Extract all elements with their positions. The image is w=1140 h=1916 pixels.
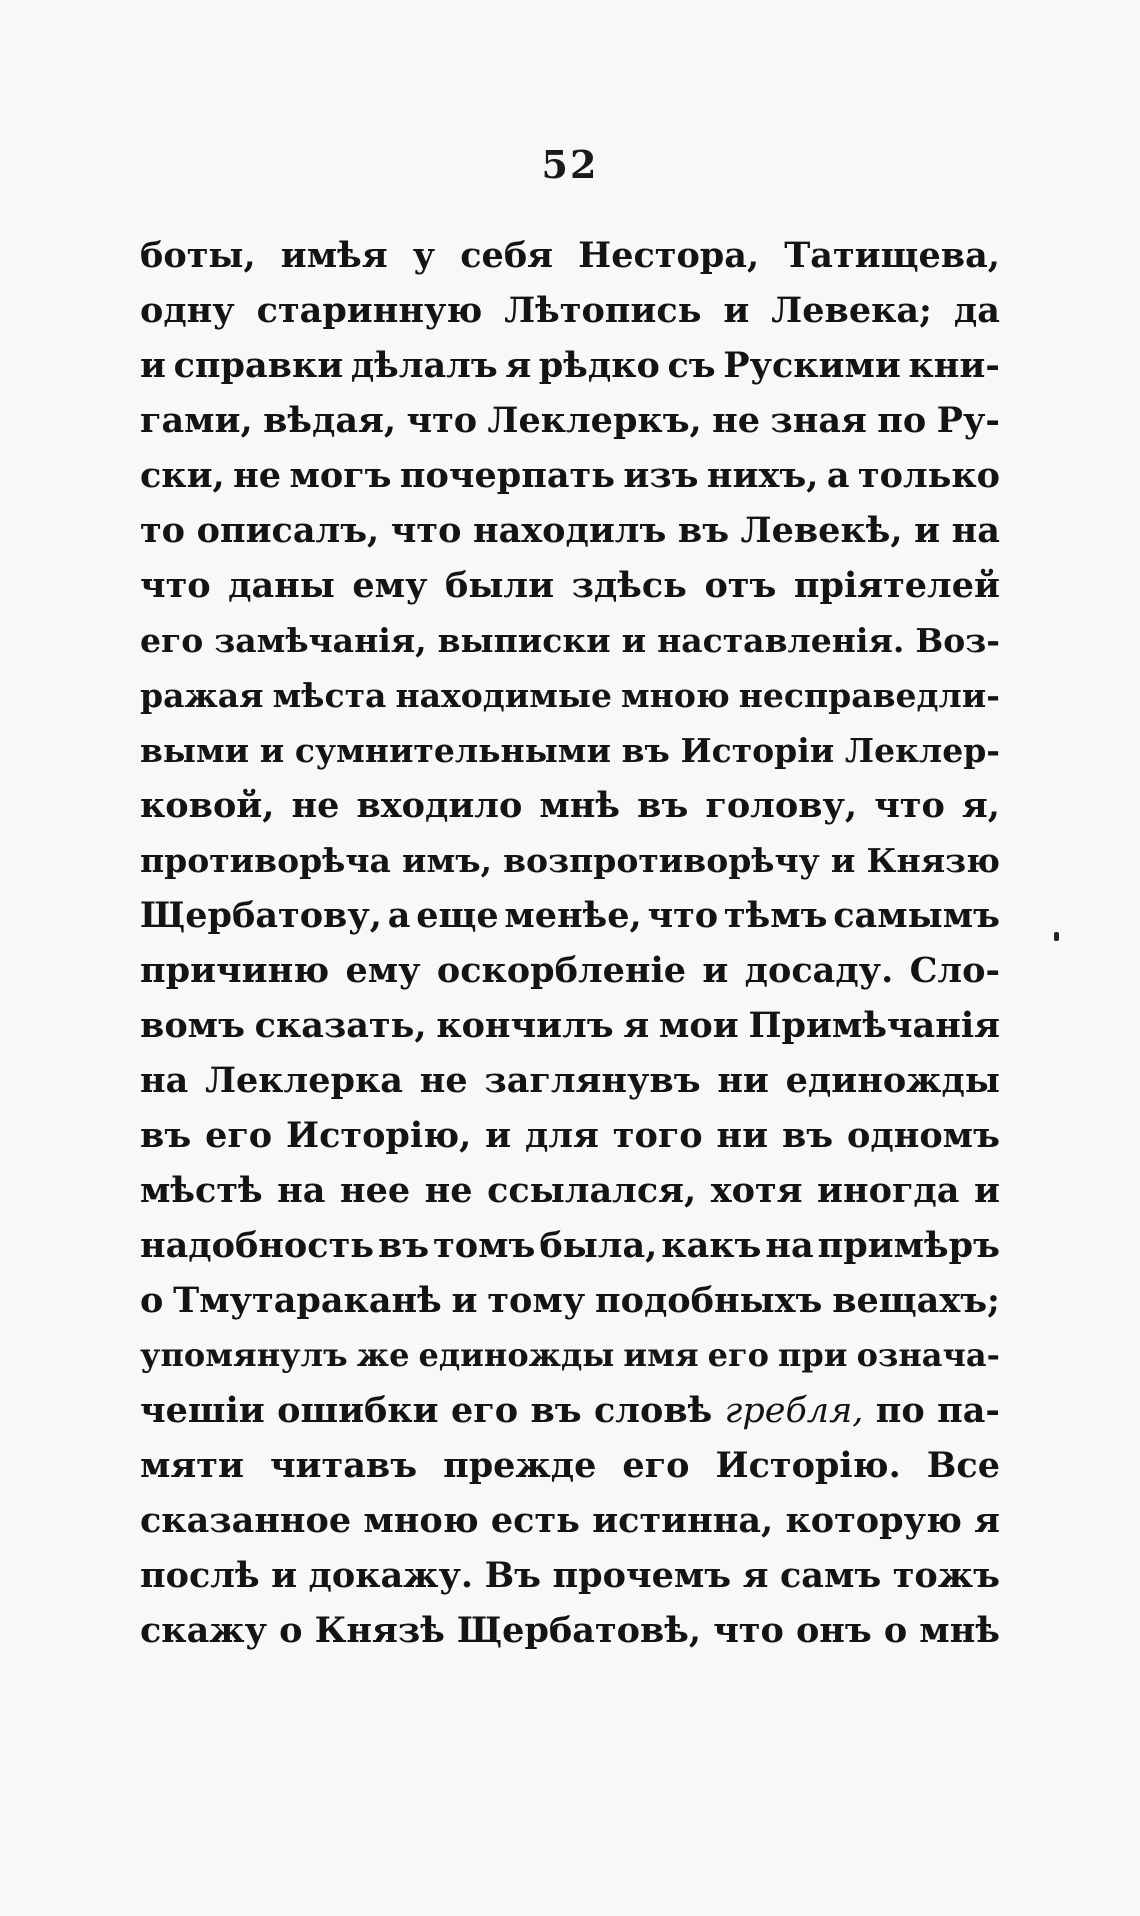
word: заглянувъ (484, 1060, 701, 1101)
word: что (390, 510, 462, 551)
word: наставленія. (657, 621, 905, 660)
word: которую (785, 1500, 962, 1541)
word: докажу. (308, 1555, 474, 1596)
page-number: 52 (541, 142, 599, 187)
word: а (826, 455, 850, 496)
word: на (951, 510, 1000, 551)
word: были (445, 565, 555, 606)
word: мною (363, 1500, 479, 1541)
word: находимые (395, 676, 612, 715)
text-line (140, 1273, 1000, 1328)
text-line (140, 558, 1000, 613)
word: послѣ (140, 1555, 260, 1596)
word: въ (637, 785, 689, 826)
text-line (140, 1053, 1000, 1108)
print-speck (1054, 932, 1059, 941)
word: для (525, 1115, 599, 1156)
word: означа- (856, 1336, 1000, 1374)
word: изъ (623, 455, 699, 496)
word: выписки (437, 621, 611, 660)
word: мнѣ (919, 1610, 1000, 1651)
word: Воз- (915, 621, 1000, 660)
word: истинна, (592, 1500, 774, 1541)
word: и (723, 290, 750, 331)
word: могъ (289, 455, 392, 496)
word: вомъ (140, 1005, 245, 1046)
word: не (419, 1060, 468, 1101)
word: ски, (140, 455, 225, 496)
word: и (259, 731, 285, 770)
page-body-text (140, 228, 1000, 1658)
text-line (140, 943, 1000, 998)
word: здѣсь (571, 565, 687, 606)
text-line (140, 283, 1000, 338)
word: въ (621, 731, 670, 770)
word: что (647, 895, 719, 936)
word: несправедли- (738, 676, 1000, 715)
word: сказанное (140, 1500, 352, 1541)
word: Ру- (936, 400, 1000, 441)
word: какъ (661, 1225, 762, 1266)
word: его (451, 1390, 519, 1431)
word: причиню (140, 950, 330, 991)
word: противорѣча (140, 841, 391, 880)
word: досаду. (744, 950, 894, 991)
word: Левекѣ, (740, 510, 903, 551)
text-line (140, 998, 1000, 1053)
word: того (612, 1115, 703, 1156)
text-line (140, 723, 1000, 778)
word: пріятелей (793, 565, 1000, 606)
word: дѣлалъ (350, 345, 498, 386)
word: возпротиворѣчу (503, 841, 820, 880)
word: почерпать (399, 455, 615, 496)
text-line (140, 1328, 1000, 1383)
text-line (140, 778, 1000, 833)
text-line (140, 338, 1000, 393)
word: Леклер- (844, 731, 1000, 770)
word: ражая (140, 676, 264, 715)
word: замѣчанія, (214, 621, 427, 660)
word: не (712, 400, 761, 441)
text-line (140, 1108, 1000, 1163)
word: я (623, 1005, 650, 1046)
word: ссылался, (487, 1170, 697, 1211)
word: отъ (704, 565, 777, 606)
word: прежде (443, 1445, 597, 1486)
word: что (406, 400, 478, 441)
word: Князѣ (314, 1610, 445, 1651)
text-line (140, 833, 1000, 888)
word: примѣръ (817, 1225, 1000, 1266)
word: въ (677, 510, 730, 551)
word: же (356, 1336, 410, 1374)
word: кончилъ (436, 1005, 614, 1046)
text-line (140, 668, 1000, 723)
word: зная (770, 400, 867, 441)
text-line (140, 888, 1000, 943)
text-line (140, 503, 1000, 558)
word: подобныхъ (594, 1280, 823, 1321)
word: Примѣчанія (748, 1005, 1000, 1046)
word: нее (339, 1170, 411, 1211)
word: Сло- (909, 950, 1000, 991)
word: и (485, 1115, 512, 1156)
word: голову, (705, 785, 858, 826)
word: его (140, 621, 204, 660)
word: описалъ, (196, 510, 380, 551)
word: съ (667, 345, 716, 386)
word: вещахъ; (832, 1280, 1000, 1321)
word: и (830, 841, 856, 880)
word: что (140, 565, 211, 606)
word: гами, (140, 400, 253, 441)
word: выми (140, 731, 250, 770)
word: Исторію. (715, 1445, 901, 1486)
word: себя (460, 235, 554, 276)
text-line (140, 448, 1000, 503)
word: я (974, 1500, 1000, 1541)
word: одну (140, 290, 235, 331)
word: я (742, 1555, 769, 1596)
word: не (424, 1170, 473, 1211)
word: о (140, 1280, 164, 1321)
word: и (271, 1555, 298, 1596)
word: у (412, 235, 436, 276)
word: и (451, 1280, 478, 1321)
word: единожды (418, 1336, 615, 1374)
word: Тмутараканѣ (173, 1280, 442, 1321)
word: въ (140, 1115, 192, 1156)
word: даны (228, 565, 335, 606)
word: и (702, 950, 729, 991)
word: была, (539, 1225, 658, 1266)
word: читавъ (269, 1445, 418, 1486)
word: нихъ, (706, 455, 819, 496)
word: я (505, 345, 532, 386)
word: мѣста (272, 676, 387, 715)
word: я, (961, 785, 1000, 826)
word: по (875, 1390, 925, 1431)
word: онъ (795, 1610, 872, 1651)
word: кни- (908, 345, 1000, 386)
word: въ (377, 1225, 430, 1266)
word: Щербатовѣ, (456, 1610, 702, 1651)
word: ему (352, 565, 428, 606)
word: одномъ (847, 1115, 1000, 1156)
word: не (291, 785, 340, 826)
word: да (953, 290, 1000, 331)
word: что (874, 785, 945, 826)
word: о (883, 1610, 908, 1651)
word: самъ (779, 1555, 882, 1596)
word: старинную (256, 290, 483, 331)
word: и (140, 345, 166, 386)
word: скажу (140, 1610, 268, 1651)
word: вѣдая, (263, 400, 397, 441)
word: мѣстѣ (140, 1170, 263, 1211)
word: и (621, 621, 647, 660)
text-line (140, 1218, 1000, 1273)
text-line (140, 613, 1000, 668)
word: упомянулъ (140, 1336, 348, 1374)
word: его (622, 1445, 690, 1486)
word: Исторію, (286, 1115, 472, 1156)
word: рѣдко (538, 345, 660, 386)
word: въ (781, 1115, 834, 1156)
word: мною (621, 676, 730, 715)
word: Лѣтопись (504, 290, 702, 331)
word: входило (356, 785, 523, 826)
word: мнѣ (539, 785, 621, 826)
word: а (387, 895, 411, 936)
word: есть (490, 1500, 580, 1541)
word: словѣ (594, 1390, 713, 1431)
word: Щербатову, (140, 895, 382, 936)
word: имъ, (402, 841, 492, 880)
text-line (140, 1548, 1000, 1603)
word: имя (623, 1336, 699, 1374)
word: гребля, (724, 1391, 864, 1431)
word: ни (716, 1115, 769, 1156)
word: сумнительными (294, 731, 611, 770)
text-line (140, 393, 1000, 448)
word: прочемъ (552, 1555, 732, 1596)
word: Татищева, (784, 235, 1000, 276)
word: тому (487, 1280, 586, 1321)
word: Рускими (723, 345, 901, 386)
text-line (140, 1493, 1000, 1548)
word: на (277, 1170, 326, 1211)
word: о (279, 1610, 303, 1651)
text-line (140, 1163, 1000, 1218)
text-line (140, 1438, 1000, 1493)
word: надобность (140, 1225, 375, 1266)
word: иногда (817, 1170, 960, 1211)
word: менѣе, (504, 895, 642, 936)
word: па- (937, 1390, 1000, 1431)
word: томъ (433, 1225, 536, 1266)
word: имѣя (280, 235, 388, 276)
word: только (857, 455, 1000, 496)
word: на (140, 1060, 189, 1101)
word: и (973, 1170, 1000, 1211)
word: на (765, 1225, 814, 1266)
word: при (778, 1336, 848, 1374)
word: находилъ (473, 510, 667, 551)
word: то (140, 510, 186, 551)
word: и (914, 510, 941, 551)
word: ковой, (140, 785, 275, 826)
word: не (233, 455, 282, 496)
word: ни (717, 1060, 769, 1101)
word: тѣмъ (723, 895, 828, 936)
word: чешіи (140, 1390, 265, 1431)
word: боты, (140, 235, 256, 276)
word: Все (926, 1445, 1000, 1486)
word: единожды (785, 1060, 1000, 1101)
word: сказать, (254, 1005, 427, 1046)
word: что (713, 1610, 784, 1651)
word: Левека; (771, 290, 932, 331)
word: мои (658, 1005, 739, 1046)
word: Нестора, (578, 235, 760, 276)
text-line (140, 228, 1000, 283)
word: оскорбленіе (436, 950, 687, 991)
word: его (707, 1336, 769, 1374)
word: ошибки (277, 1390, 439, 1431)
word: еще (416, 895, 499, 936)
word: Исторіи (680, 731, 835, 770)
word: по (877, 400, 927, 441)
word: справки (173, 345, 344, 386)
word: Въ (484, 1555, 542, 1596)
word: въ (530, 1390, 582, 1431)
text-line (140, 1383, 1000, 1438)
word: Леклеркъ, (487, 400, 702, 441)
word: его (205, 1115, 273, 1156)
word: тожъ (892, 1555, 1000, 1596)
word: хотя (710, 1170, 803, 1211)
text-line (140, 1603, 1000, 1658)
word: Князю (866, 841, 1000, 880)
word: Леклерка (205, 1060, 403, 1101)
word: ему (345, 950, 421, 991)
word: мяти (140, 1445, 244, 1486)
word: самымъ (833, 895, 1000, 936)
